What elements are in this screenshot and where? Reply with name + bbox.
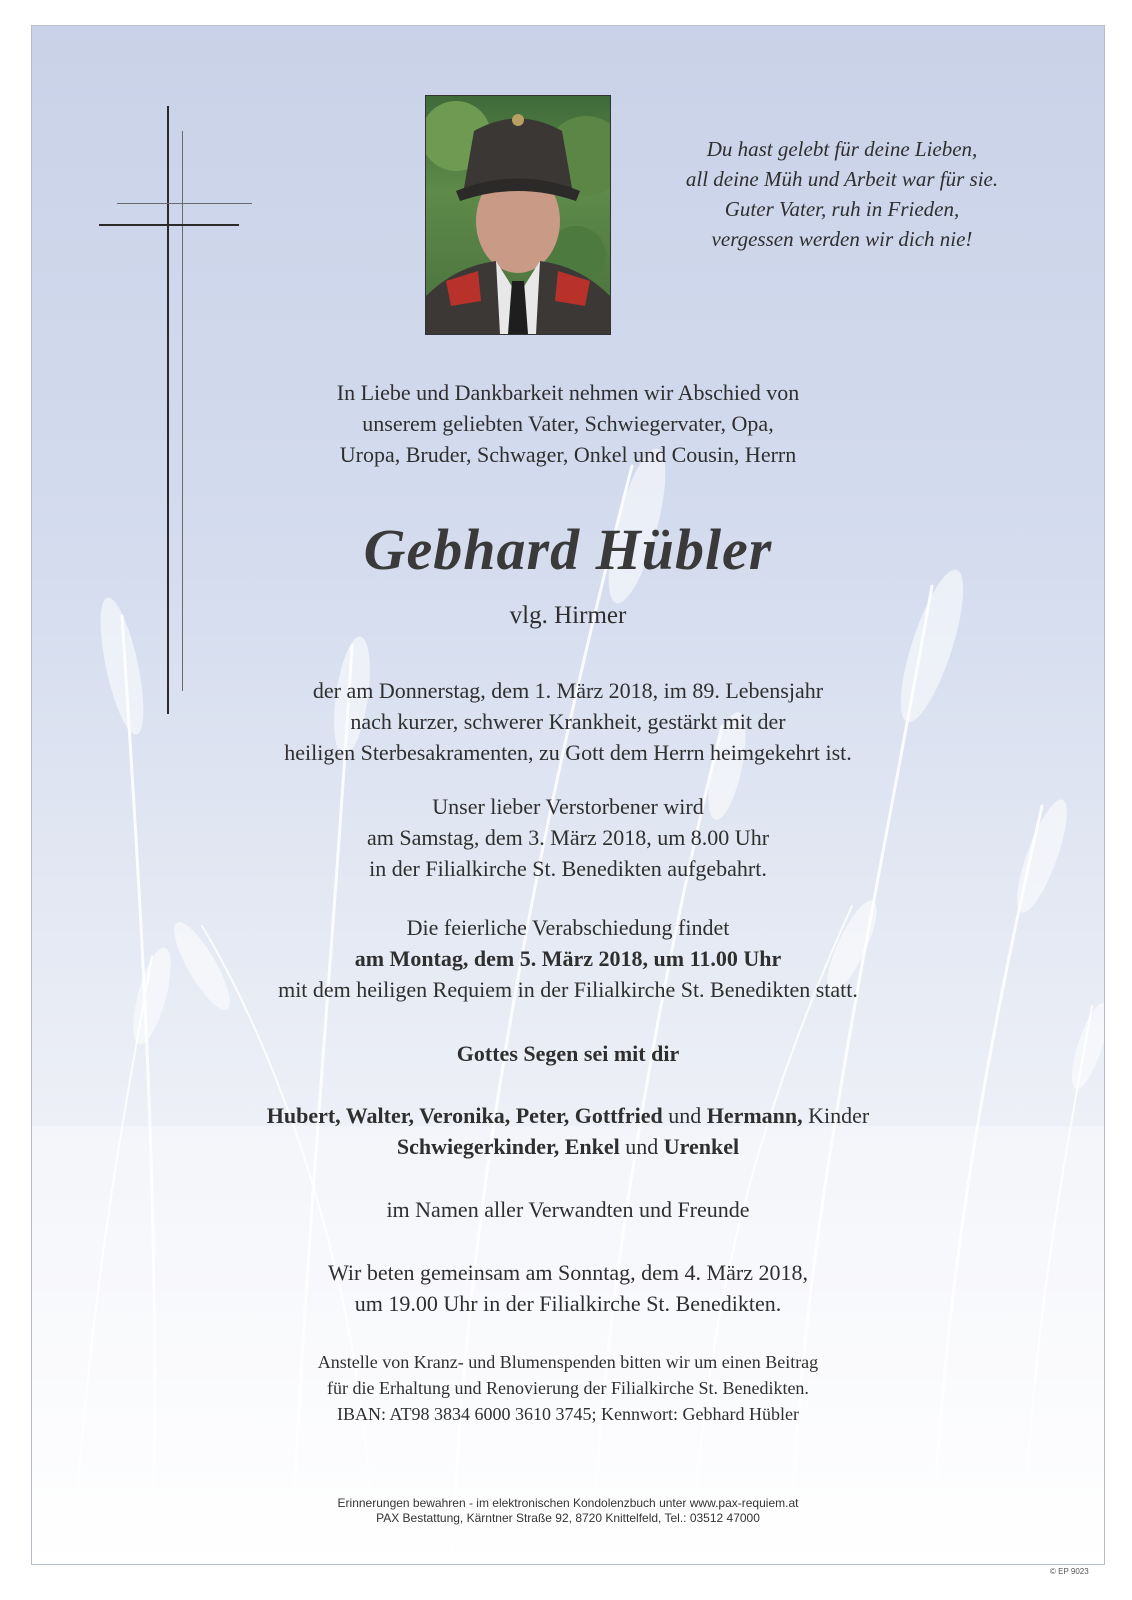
poem-line: vergessen werden wir dich nie! bbox=[711, 227, 973, 251]
portrait-photo bbox=[425, 95, 611, 335]
death-line: der am Donnerstag, dem 1. März 2018, im 89. Lebensjahr bbox=[312, 678, 824, 703]
children-line bbox=[32, 1100, 1104, 1131]
intro-text bbox=[32, 377, 1104, 470]
poem-line: Guter Vater, ruh in Frieden, bbox=[724, 197, 960, 221]
donation-line: für die Erhaltung und Renovierung der Filialkirche St. Benedikten. bbox=[327, 1378, 809, 1398]
donation-line: Anstelle von Kranz- und Blumenspenden bitten wir um einen Beitrag bbox=[317, 1352, 819, 1372]
laid-out-notice bbox=[32, 791, 1104, 884]
inlaws-and: und bbox=[625, 1134, 659, 1159]
family-list bbox=[32, 1100, 1104, 1162]
footer-line: PAX Bestattung, Kärntner Straße 92, 8720 Knittelfeld, Tel.: 03512 47000 bbox=[376, 1511, 760, 1525]
donation-notice bbox=[32, 1349, 1104, 1427]
children-last: Hermann, bbox=[706, 1103, 803, 1128]
farewell-line: mit dem heiligen Requiem in der Filialkirche St. Benedikten statt. bbox=[278, 977, 858, 1002]
farewell-line: Die feierliche Verabschiedung findet bbox=[406, 915, 730, 940]
blessing: Gottes Segen sei mit dir bbox=[456, 1041, 680, 1066]
intro-line: In Liebe und Dankbarkeit nehmen wir Abschied von bbox=[336, 380, 800, 405]
deceased-name: Gebhard Hübler bbox=[363, 517, 773, 582]
farewell-notice bbox=[32, 912, 1104, 1005]
poem-line: Du hast gelebt für deine Lieben, bbox=[706, 137, 978, 161]
intro-line: unserem geliebten Vater, Schwiegervater, Opa, bbox=[362, 411, 774, 436]
death-notice bbox=[32, 675, 1104, 768]
laid-out-line: in der Filialkirche St. Benedikten aufgebahrt. bbox=[369, 856, 767, 881]
prayer-line: um 19.00 Uhr in der Filialkirche St. Benedikten. bbox=[354, 1291, 782, 1316]
vulgo-name: vlg. Hirmer bbox=[509, 602, 627, 629]
great-grandchildren: Urenkel bbox=[663, 1134, 740, 1159]
footer-line: Erinnerungen bewahren - im elektronischen Kondolenzbuch unter www.pax-requiem.at bbox=[337, 1496, 799, 1510]
children-label: Kinder bbox=[808, 1103, 870, 1128]
children-and: und bbox=[668, 1103, 702, 1128]
memorial-poem bbox=[672, 134, 1012, 254]
relatives-line: im Namen aller Verwandten und Freunde bbox=[386, 1197, 750, 1222]
children-names: Hubert, Walter, Veronika, Peter, Gottfried bbox=[266, 1103, 663, 1128]
product-code: © EP 9023 bbox=[1050, 1567, 1089, 1576]
prayer-line: Wir beten gemeinsam am Sonntag, dem 4. März 2018, bbox=[328, 1260, 808, 1285]
inlaws-line bbox=[32, 1131, 1104, 1162]
prayer-notice bbox=[32, 1257, 1104, 1319]
death-line: nach kurzer, schwerer Krankheit, gestärkt mit der bbox=[350, 709, 786, 734]
obituary-card bbox=[31, 25, 1105, 1565]
donation-iban: IBAN: AT98 3834 6000 3610 3745; Kennwort: Gebhard Hübler bbox=[337, 1404, 799, 1424]
laid-out-line: am Samstag, dem 3. März 2018, um 8.00 Uhr bbox=[366, 825, 770, 850]
inlaws-names: Schwiegerkinder, Enkel bbox=[396, 1134, 620, 1159]
death-line: heiligen Sterbesakramenten, zu Gott dem Herrn heimgekehrt ist. bbox=[284, 740, 852, 765]
poem-line: all deine Müh und Arbeit war für sie. bbox=[685, 167, 999, 191]
footer bbox=[32, 1496, 1104, 1526]
laid-out-line: Unser lieber Verstorbener wird bbox=[432, 794, 704, 819]
farewell-date: am Montag, dem 5. März 2018, um 11.00 Uhr bbox=[354, 946, 782, 971]
intro-line: Uropa, Bruder, Schwager, Onkel und Cousin, Herrn bbox=[339, 442, 797, 467]
